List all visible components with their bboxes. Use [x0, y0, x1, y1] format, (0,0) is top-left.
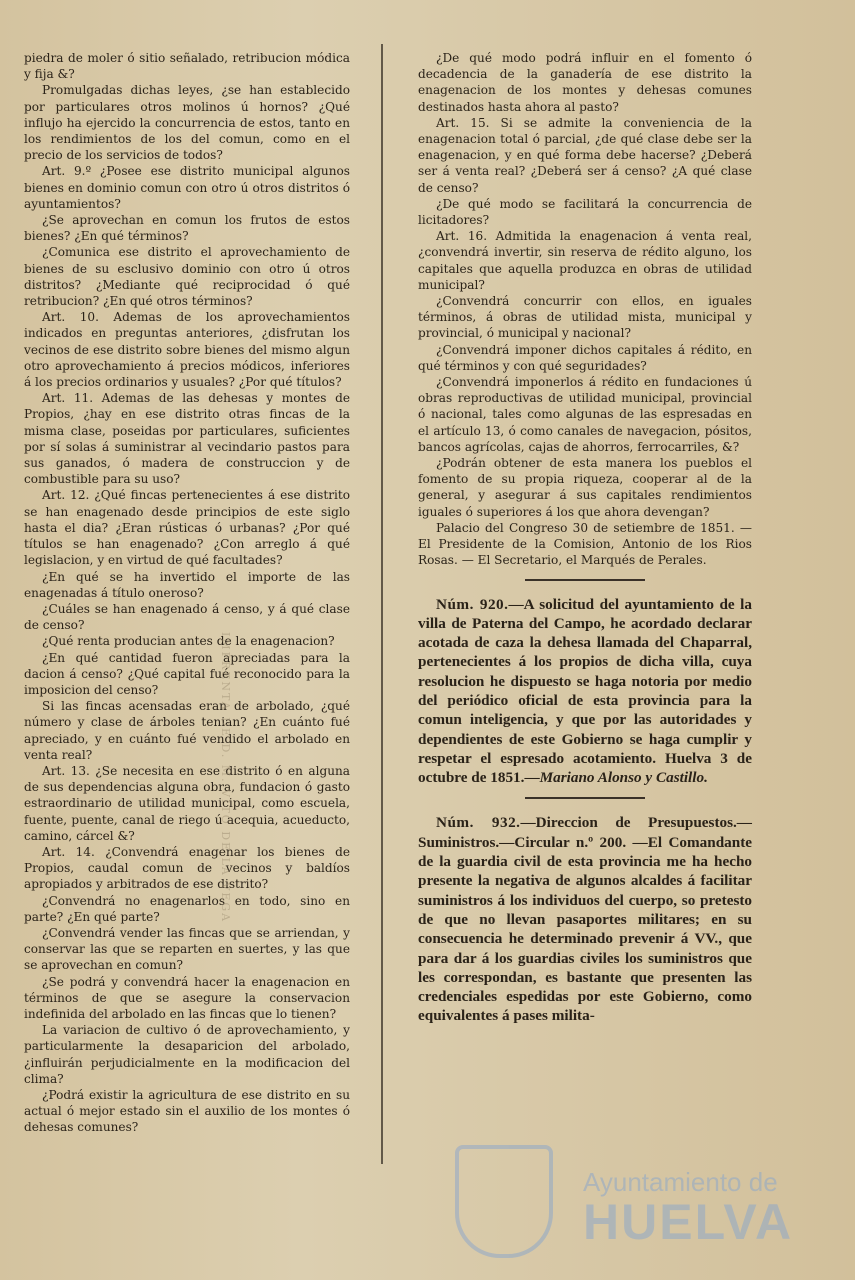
paragraph: ¿De qué modo se facilitará la concurrencia de licitadores? — [418, 196, 752, 228]
paragraph: ¿Podrán obtener de esta manera los pueblos el fomento de su propia riqueza, cooperar al de la general, y asegurar á sus capitales rendimientos iguales ó superiores á los que ahora devengan? — [418, 456, 752, 519]
paragraph: ¿En qué se ha invertido el importe de las enagenadas á título oneroso? — [24, 569, 350, 600]
paragraph: Art. 13. ¿Se necesita en ese distrito ó en alguna de sus dependencias alguna obra, fundacion ó gasto estraordinario de utilidad municipal, como escuela, fuente, puente, canal de riego ú acequia, acueducto, camino, cárcel &? — [24, 763, 350, 843]
archive-watermark — [455, 1145, 794, 1255]
paragraph: Art. 15. Si se admite la conveniencia de la enagenacion total ó parcial, ¿de qué clase debe ser la enagenacion, y en qué forma debe hacerse? ¿Deberá ser á venta real? ¿Deberá ser á censo? ¿A qué clase de censo? — [418, 115, 752, 195]
paragraph: Si las fincas acensadas eran de arbolado, ¿qué número y clase de árboles tenian? ¿En cuánto fué apreciado, y en cuánto fué vendido el arbolado en venta real? — [24, 699, 350, 762]
notice-number: Núm. 920. — [436, 595, 509, 613]
notice-932 — [418, 813, 752, 1025]
imprint-watermark: IMPRENTA DE D. M. VITO DE LA VEGA — [219, 632, 232, 924]
notice-text: —Direccion de Presupuestos.—Suministros.—Circular n.º 200. —El Comandante de la guardia civil de esta provincia me ha hecho presente la negativa de algunos alcaldes á facilitar suministros á los individuos del cuerpo, so pretesto de que no llevan pasaportes militares; en su consecuencia he determinado prevenir á VV., que para dar á los guardias civiles los suministros que les correspondan, es bastante que presenten las credenciales espedidas por este Gobierno, como equivalentes á pases milita- — [418, 814, 752, 1025]
watermark-title: HUELVA — [583, 1194, 794, 1250]
shield-icon — [455, 1145, 553, 1258]
right-column — [418, 50, 752, 1026]
paragraph: ¿Qué renta producian antes de la enagenacion? — [42, 634, 335, 649]
notice-signature: Mariano Alonso y Castillo. — [539, 769, 708, 787]
paragraph: ¿Podrá existir la agricultura de ese distrito en su actual ó mejor estado sin el auxilio de los montes ó dehesas comunes? — [24, 1088, 350, 1135]
paragraph: ¿En qué cantidad fueron apreciadas para la dacion á censo? ¿Qué capital fué reconocido para la imposicion del censo? — [24, 650, 350, 697]
paragraph: Art. 11. Ademas de las dehesas y montes de Propios, ¿hay en ese distrito otras fincas de la misma clase, poseidas por particulares, suficientes por sí solas á suministrar al vecindario pastos para sus ganados, ó madera de construccion y de combustible para su uso? — [24, 391, 350, 487]
paragraph: piedra de moler ó sitio señalado, retribucion módica y fija &? — [24, 51, 350, 82]
paragraph: ¿Convendrá imponer dichos capitales á rédito, en qué términos y con qué seguridades? — [418, 342, 752, 373]
column-divider — [381, 44, 383, 1164]
paragraph: Art. 16. Admitida la enagenacion á venta real, ¿convendrá invertir, sin reserva de rédito alguno, los capitales que aquella produzca en obras de utilidad municipal? — [418, 229, 752, 292]
paragraph: Art. 10. Ademas de los aprovechamientos indicados en preguntas anteriores, ¿disfrutan los vecinos de ese distrito sobre bienes del mismo algun otro aprovechamiento á precios módicos, inferiores á los precios ordinarios y usuales? ¿Por qué títulos? — [24, 310, 350, 390]
paragraph: ¿Cuáles se han enagenado á censo, y á qué clase de censo? — [24, 601, 350, 633]
paragraph: Art. 14. ¿Convendrá enagenar los bienes de Propios, caudal comun de vecinos y baldíos apropiados y arbitrados de ese distrito? — [24, 844, 350, 892]
notice-920 — [418, 595, 752, 788]
paragraph: Art. 9.º ¿Posee ese distrito municipal algunos bienes en dominio comun con otro ú otros distritos ó ayuntamientos? — [24, 164, 350, 211]
paragraph: ¿De qué modo podrá influir en el fomento ó decadencia de la ganadería de ese distrito la enagenacion de los montes y dehesas comunes destinados hasta ahora al pasto? — [418, 51, 752, 114]
paragraph: ¿Convendrá imponerlos á rédito en fundaciones ú obras reproductivas de utilidad municipal, provincial ó nacional, tales como algunas de las espresadas en el artículo 13, ó como canales de navegacion, pósitos, bancos agrícolas, cajas de ahorros, ferrocarriles, &? — [418, 375, 752, 454]
signature-paragraph: Palacio del Congreso 30 de setiembre de 1851. — El Presidente de la Comision, Antonio de los Rios Rosas. — El Secretario, el Marqués de Perales. — [418, 520, 752, 568]
paragraph: La variacion de cultivo ó de aprovechamiento, y particularmente la desaparicion del arbolado, ¿influirán perjudicialmente en la modificacion del clima? — [24, 1023, 350, 1086]
notice-number: Núm. 932. — [436, 814, 521, 832]
paragraph: ¿Se podrá y convendrá hacer la enagenacion en términos de que se asegure la conservacion indefinida del arbolado en las fincas que lo tienen? — [24, 974, 350, 1021]
section-separator — [525, 797, 645, 799]
paragraph: ¿Comunica ese distrito el aprovechamiento de bienes de su esclusivo dominio con otro ú otros distritos? ¿Mediante qué reciprocidad ó qué retribucion? ¿En qué otros términos? — [24, 245, 350, 309]
notice-text: —A solicitud del ayuntamiento de la villa de Paterna del Campo, he acordado declarar acotada de caza la dehesa llamada del Chaparral, pertenecientes á los propios de dicha villa, cuya resolucion he dispuesto se haga notoria por medio del periódico oficial de esta provincia para la comun inteligencia, y que por las autoridades y dependientes de este Gobierno se haga cumplir y respetar el espresado acotamiento. Huelva 3 de octubre de 1851.— — [418, 595, 752, 787]
paragraph: Promulgadas dichas leyes, ¿se han establecido por particulares otros molinos ú hornos? ¿Qué influjo ha ejercido la concurrencia de estos, tanto en los rendimientos de los del comun, como en el precio de los servicios de todos? — [24, 83, 350, 163]
paragraph: Art. 12. ¿Qué fincas pertenecientes á ese distrito se han enagenado desde principios de este siglo hasta el dia? ¿Eran rústicas ó urbanas? ¿Por qué títulos se han enagenado? ¿Con arreglo á qué legislacion, y en virtud de qué facultades? — [24, 488, 350, 568]
section-separator — [525, 579, 645, 581]
left-column — [24, 50, 350, 1136]
watermark-top: Ayuntamiento de — [583, 1167, 778, 1197]
paragraph: ¿Se aprovechan en comun los frutos de estos bienes? ¿En qué términos? — [24, 213, 350, 244]
paragraph: ¿Convendrá no enagenarlos en todo, sino en parte? ¿En qué parte? — [24, 893, 350, 924]
paragraph: ¿Convendrá concurrir con ellos, en iguales términos, á obras de utilidad mista, municipal y provincial, ó municipal y nacional? — [418, 294, 752, 341]
paragraph: ¿Convendrá vender las fincas que se arriendan, y conservar las que se reparten en suertes, y las que se aprovechan en comun? — [24, 925, 350, 973]
